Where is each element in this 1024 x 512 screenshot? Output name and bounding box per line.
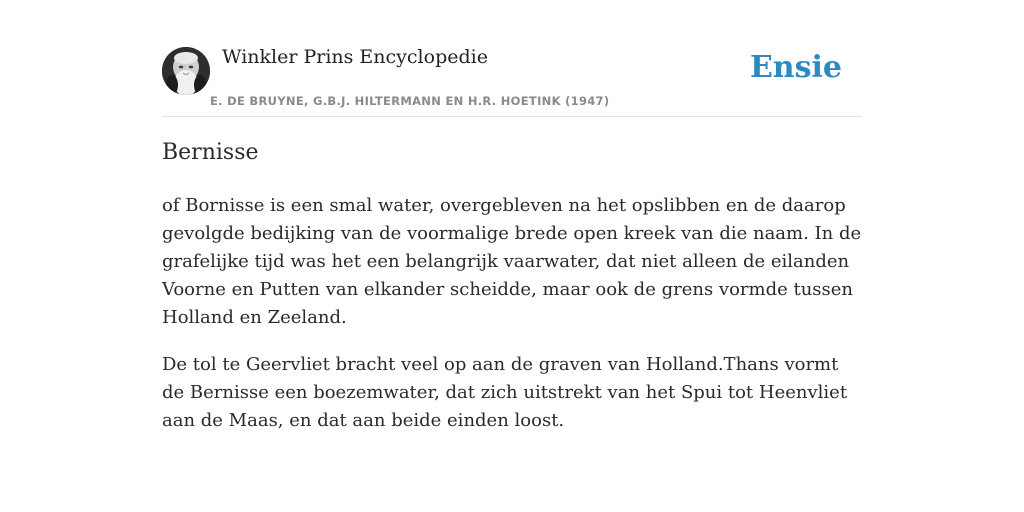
publication-title[interactable]: Winkler Prins Encyclopedie [222,46,488,68]
ensie-logo-link[interactable]: Ensie [749,50,842,85]
entry-paragraph: of Bornisse is een smal water, overgebleven na het opslibben en de daarop gevolgde bedijking van de voormalige brede open kreek van die naam. In de grafelijke tijd was het een belangrijk vaarwater, dat niet alleen de eilanden Voorne en Putten van elkander scheidde, maar ook de grens vormde tussen Holland en Zeeland. [162,195,862,328]
publication-authors: E. DE BRUYNE, G.B.J. HILTERMANN EN H.R. HOETINK (1947) [210,94,610,108]
entry-body [162,192,862,454]
entry-paragraph: De tol te Geervliet bracht veel op aan de graven van Holland.Thans vormt de Bernisse een boezemwater, dat zich uitstrekt van het Spui tot Heenvliet aan de Maas, en dat aan beide einden loost. [162,354,848,431]
entry-title: Bernisse [162,140,259,165]
page-header [162,0,862,117]
portrait-photo-icon [162,47,210,95]
author-portrait-avatar[interactable] [162,47,210,95]
